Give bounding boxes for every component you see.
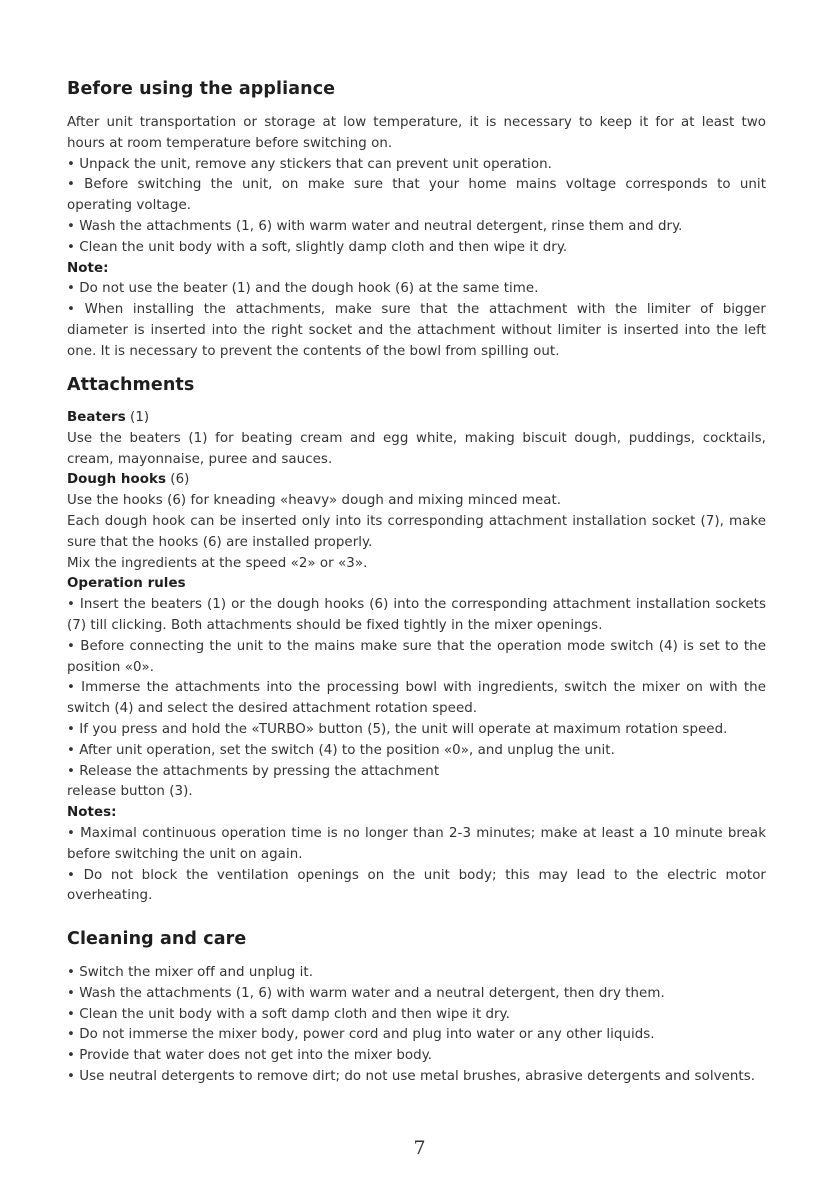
text-line: • After unit operation, set the switch (4) to the position «0», and unplug the unit. [67,742,615,758]
text-line: one. It is necessary to prevent the contents of the bowl from spilling out. [67,343,560,359]
text-line: before switching the unit on again. [67,846,303,862]
text-line: Use the hooks (6) for kneading «heavy» dough and mixing minced meat. [67,493,562,509]
heading-before-using: Before using the appliance [67,79,336,99]
text-line: After unit transportation or storage at low temperature, it is necessary to keep it for at least two [67,115,766,130]
text-line: • Provide that water does not get into the mixer body. [67,1048,433,1064]
text-line: • If you press and hold the «TURBO» button (5), the unit will operate at maximum rotation speed. [67,721,728,737]
heading-cleaning-care: Cleaning and care [67,929,247,949]
text-line: • Unpack the unit, remove any stickers that can prevent unit operation. [67,156,552,172]
text-line: overheating. [67,888,153,904]
text-line: cream, mayonnaise, puree and sauces. [67,451,333,467]
text-line: • Wash the attachments (1, 6) with warm water and a neutral detergent, then dry them. [67,985,665,1001]
text-line: • Use neutral detergents to remove dirt; do not use metal brushes, abrasive detergents and solvents. [67,1068,756,1084]
dough-hooks-subheading [67,470,766,491]
text-line: • Before switching the unit, on make sure that your home mains voltage corresponds to unit [67,177,766,193]
text-line: • When installing the attachments, make sure that the attachment with the limiter of bigger [67,302,766,318]
heading-attachments: Attachments [67,375,195,395]
text-line: release button (3). [67,784,193,800]
text-line: switch (4) and select the desired attachment rotation speed. [67,701,478,717]
beaters-subheading [67,408,766,429]
text-line: • Immerse the attachments into the processing bowl with ingredients, switch the mixer on with the [67,680,766,696]
attachments-text [67,408,766,907]
note-label: Note: [67,260,109,276]
text-line: hours at room temperature before switching on. [67,135,393,151]
beaters-ref: (1) [125,410,150,425]
page-number: 7 [413,1137,426,1159]
notes-label: Notes: [67,805,117,821]
text-line: • Insert the beaters (1) or the dough hooks (6) into the corresponding attachment installation sockets [67,597,766,613]
text-line: • Clean the unit body with a soft damp cloth and then wipe it dry. [67,1006,510,1022]
cleaning-care-text [67,963,766,1088]
text-line: • Do not immerse the mixer body, power cord and plug into water or any other liquids. [67,1027,655,1043]
beaters-label: Beaters [67,410,126,425]
operation-rules-label: Operation rules [67,576,186,592]
text-line: • Before connecting the unit to the mains make sure that the operation mode switch (4) is set to the [67,638,766,654]
text-line: operating voltage. [67,198,192,214]
text-line: • Clean the unit body with a soft, slightly damp cloth and then wipe it dry. [67,239,568,255]
text-line: • Wash the attachments (1, 6) with warm water and neutral detergent, rinse them and dry. [67,218,683,234]
text-line: diameter is inserted into the right socket and the attachment without limiter is inserted into the left [67,322,766,338]
dough-hooks-ref: (6) [166,472,190,488]
text-line: Use the beaters (1) for beating cream and egg white, making biscuit dough, puddings, cocktails, [67,430,766,446]
text-line: Each dough hook can be inserted only into its corresponding attachment installation socket (7), make [67,513,766,529]
text-line: (7) till clicking. Both attachments should be fixed tightly in the mixer openings. [67,617,603,633]
text-line: position «0». [67,659,155,675]
text-line: • Switch the mixer off and unplug it. [67,965,314,980]
text-line: • Release the attachments by pressing the attachment [67,763,440,779]
text-line: • Maximal continuous operation time is no longer than 2-3 minutes; make at least a 10 minute break [67,825,766,841]
text-line: sure that the hooks (6) are installed properly. [67,534,373,550]
before-using-text [67,113,766,363]
text-line: • Do not use the beater (1) and the dough hook (6) at the same time. [67,281,539,297]
dough-hooks-label: Dough hooks [67,472,166,488]
text-line: Mix the ingredients at the speed «2» or «3». [67,555,368,571]
text-line: • Do not block the ventilation openings on the unit body; this may lead to the electric motor [67,867,766,883]
